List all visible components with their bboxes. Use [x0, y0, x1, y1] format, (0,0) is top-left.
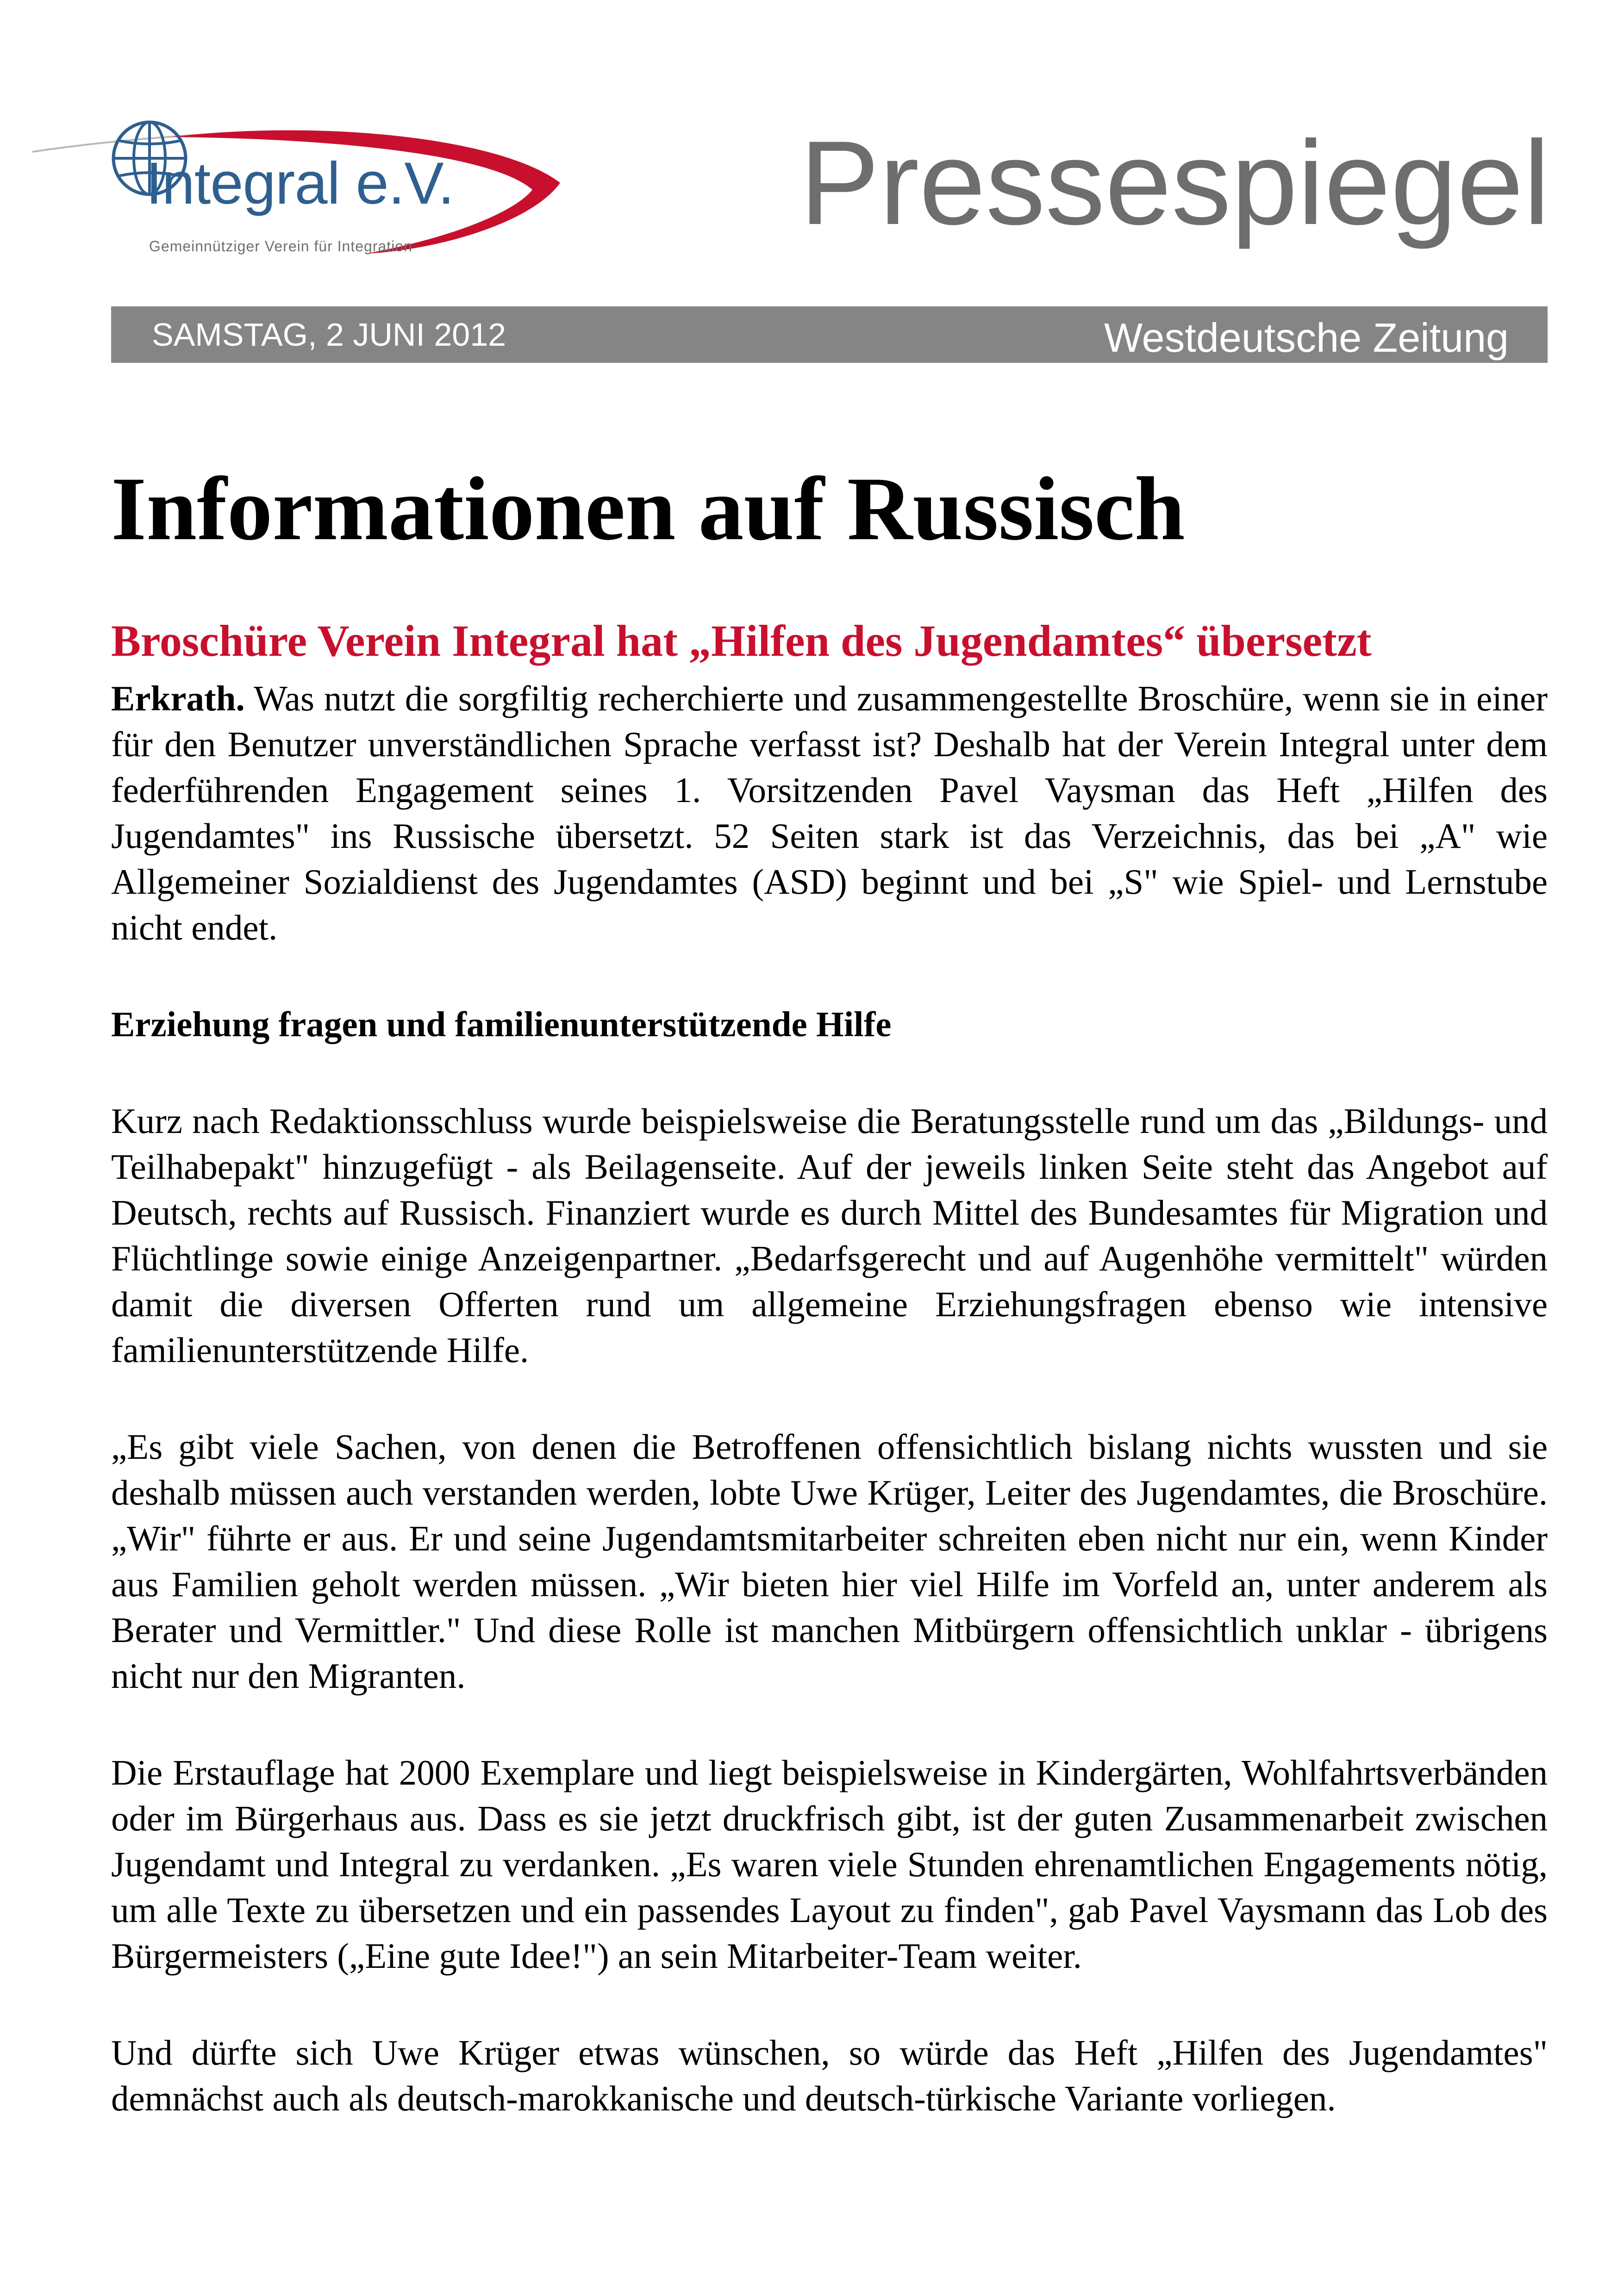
paragraph-gap	[111, 1699, 1548, 1750]
article-subheadline: Broschüre Verein Integral hat „Hilfen des Jugendamtes“ übersetzt	[111, 616, 1372, 666]
date-source-bar	[111, 306, 1548, 363]
article-body	[111, 676, 1548, 2122]
dateline: Erkrath.	[111, 678, 245, 718]
paragraph-gap	[111, 1373, 1548, 1424]
paragraph-gap	[111, 1047, 1548, 1098]
integral-logo	[32, 106, 588, 264]
paragraph-gap	[111, 1979, 1548, 2030]
paragraph-3: „Es gibt viele Sachen, von denen die Betroffenen offensichtlich bislang nichts wussten und sie deshalb müssen auch verstanden werden, lobte Uwe Krüger, Leiter des Jugendamtes, die Broschüre. „Wir" führte er aus. Er und seine Jugendamtsmitarbeiter schreiten eben nicht nur ein, wenn Kinder aus Familien geholt werden müssen. „Wir bieten hier viel Hilfe im Vorfeld an, unter anderem als Berater und Vermittler." Und diese Rolle ist manchen Mitbürgern offensichtlich unklar - übrigens nicht nur den Migranten.	[111, 1427, 1548, 1696]
lead-text: Was nutzt die sorgfiltig recherchierte und zusammengestellte Broschüre, wenn sie in einer für den Benutzer unverständlichen Sprache verfasst ist? Deshalb hat der Verein Integral unter dem federführenden Engagement seines 1. Vorsitzenden Pavel Vaysman das Heft „Hilfen des Jugendamtes" ins Russische übersetzt. 52 Seiten stark ist das Verzeichnis, das bei „A" wie Allgemeiner Sozialdienst des Jugendamtes (ASD) beginnt und bei „S" wie Spiel- und Lernstube nicht endet.	[111, 678, 1548, 947]
publication-date: SAMSTAG, 2 JUNI 2012	[152, 317, 506, 353]
section-heading: Erziehung fragen und familienunterstützende Hilfe	[111, 1004, 892, 1044]
lead-paragraph	[111, 676, 1548, 951]
paragraph-4: Die Erstauflage hat 2000 Exemplare und liegt beispielsweise in Kindergärten, Wohlfahrtsverbänden oder im Bürgerhaus aus. Dass es sie jetzt druckfrisch gibt, ist der guten Zusammenarbeit zwischen Jugendamt und Integral zu verdanken. „Es waren viele Stunden ehrenamtlichen Engagements nötig, um alle Texte zu übersetzen und ein passendes Layout zu finden", gab Pavel Vaysmann das Lob des Bürgermeisters („Eine gute Idee!") an sein Mitarbeiter-Team weiter.	[111, 1753, 1548, 1976]
logo-tagline: Gemeinnütziger Verein für Integration	[149, 238, 412, 255]
logo-name: Integral e.V.	[146, 150, 454, 217]
paragraph-gap	[111, 951, 1548, 1002]
paragraph-5: Und dürfte sich Uwe Krüger etwas wünschen, so würde das Heft „Hilfen des Jugendamtes" demnächst auch als deutsch-marokkanische und deutsch-türkische Variante vorliegen.	[111, 2033, 1548, 2118]
publication-source: Westdeutsche Zeitung	[1104, 315, 1509, 361]
page-title: Pressespiegel	[800, 116, 1550, 249]
paragraph-2: Kurz nach Redaktionsschluss wurde beispielsweise die Beratungsstelle rund um das „Bildungs- und Teilhabepakt" hinzugefügt - als Beilagenseite. Auf der jeweils linken Seite steht das Angebot auf Deutsch, rechts auf Russisch. Finanziert wurde es durch Mittel des Bundesamtes für Migration und Flüchtlinge sowie einige Anzeigenpartner. „Bedarfsgerecht und auf Augenhöhe vermittelt" würden damit die diversen Offerten rund um allgemeine Erziehungsfragen ebenso wie intensive familienunterstützende Hilfe.	[111, 1101, 1548, 1370]
article-headline: Informationen auf Russisch	[111, 459, 1185, 559]
